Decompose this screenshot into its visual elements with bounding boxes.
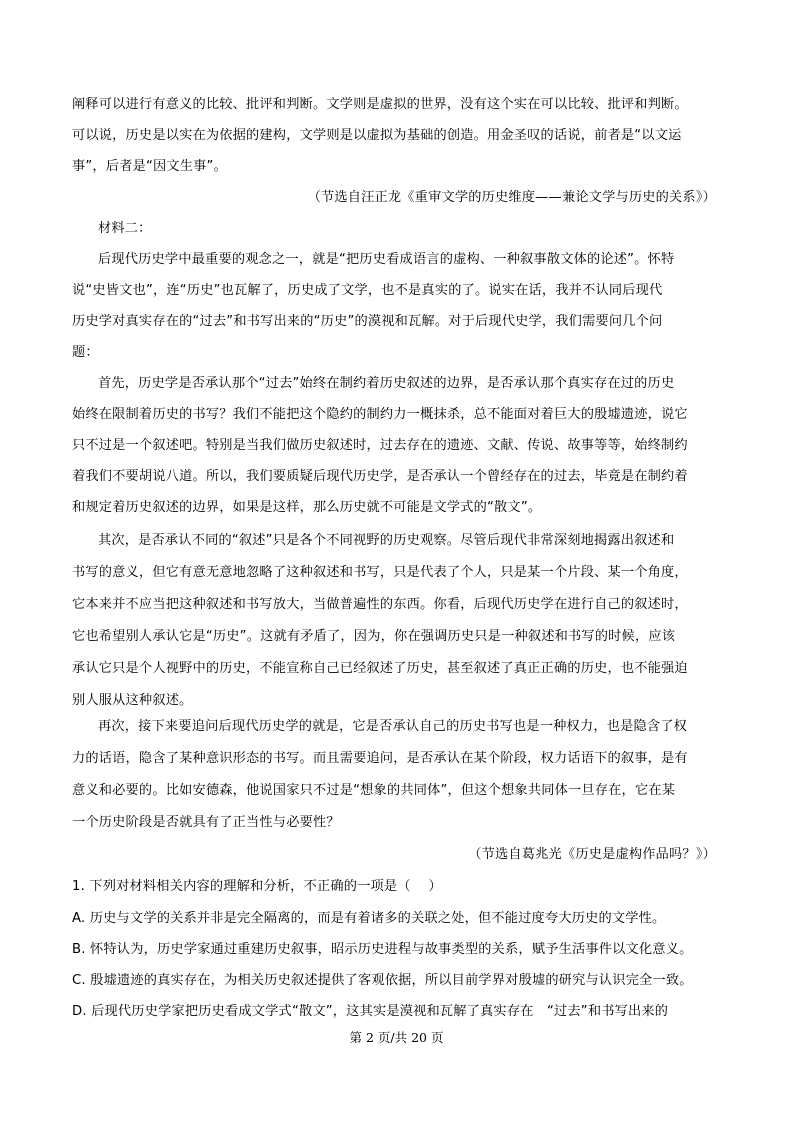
text-line: 事”，后者是“因文生事”。 bbox=[72, 159, 227, 174]
text-line: 后现代历史学中最重要的观念之一，就是“把历史看成语言的虚构、一种叙事散文体的论述”。怀特 bbox=[98, 252, 675, 267]
text-line: 承认它只是个人视野中的历史，不能宣称自己已经叙述了历史，甚至叙述了真正正确的历史，也不能强迫 bbox=[72, 661, 688, 676]
text-line: 书写的意义，但它有意无意地忽略了这种叙述和书写，只是代表了个人，只是某一个片段、某一个角度， bbox=[72, 565, 688, 580]
text-line: 力的话语，隐含了某种意识形态的书写。而且需要追问，是否承认在某个阶段，权力话语下的叙事，是有 bbox=[72, 751, 688, 766]
text-line: 和规定着历史叙述的边界，如果是这样，那么历史就不可能是文学式的“散文”。 bbox=[72, 500, 542, 515]
text-line: 别人服从这种叙述。 bbox=[72, 693, 193, 708]
text-line: 首先，历史学是否承认那个“过去”始终在制约着历史叙述的边界，是否承认那个真实存在过的历史 bbox=[98, 376, 675, 391]
text-line: 意义和必要的。比如安德森，他说国家只不过是“想象的共同体”，但这个想象共同体一旦存在，它在某 bbox=[72, 783, 676, 798]
text-line: 说“史皆文也”，连“历史”也瓦解了，历史成了文学，也不是真实的了。说实在话，我并不认同后现代 bbox=[72, 283, 663, 298]
text-line: 只不过是一个叙述吧。特别是当我们做历史叙述时，过去存在的遗迹、文献、传说、故事等等，始终制约 bbox=[72, 438, 688, 453]
source-citation-1: （节选自汪正龙《重审文学的历史维度——兼论文学与历史的关系》） bbox=[307, 190, 716, 205]
text-line: 历史学对真实存在的“过去”和书写出来的“历史”的漠视和瓦解。对于后现代史学，我们需要问几个问 bbox=[72, 314, 663, 329]
page-number-footer: 第 2 页/共 20 页 bbox=[349, 1030, 444, 1045]
text-line: 它也希望别人承认它是“历史”。这就有矛盾了，因为，你在强调历史只是一种叙述和书写的时候，应该 bbox=[72, 629, 676, 644]
material-2-label: 材料二： bbox=[98, 221, 152, 236]
option-b: B. 怀特认为，历史学家通过重建历史叙事，昭示历史进程与故事类型的关系，赋予生活事件以文化意义。 bbox=[72, 942, 693, 957]
text-line: 着我们不要胡说八道。所以，我们要质疑后现代历史学，是否承认一个曾经存在的过去，毕竟是在制约着 bbox=[72, 469, 688, 484]
text-line: 阐释可以进行有意义的比较、批评和判断。文学则是虚拟的世界，没有这个实在可以比较、批评和判断。 bbox=[72, 97, 688, 112]
source-citation-2: （节选自葛兆光《历史是虚构作品吗？》） bbox=[468, 847, 716, 862]
option-c: C. 殷墟遗迹的真实存在，为相关历史叙述提供了客观依据，所以目前学界对殷墟的研究与认识完全一致。 bbox=[72, 973, 693, 988]
text-line: 可以说，历史是以实在为依据的建构，文学则是以虚拟为基础的创造。用金圣叹的话说，前者是“以文运 bbox=[72, 128, 682, 143]
option-d: D. 后现代历史学家把历史看成文学式“散文”，这其实是漠视和瓦解了真实存在 “过去”和书写出来的 bbox=[72, 1004, 669, 1019]
text-line: 一个历史阶段是否就具有了正当性与必要性？ bbox=[72, 815, 340, 830]
text-line: 再次，接下来要追问后现代历史学的就是，它是否承认自己的历史书写也是一种权力，也是隐含了权 bbox=[98, 719, 688, 734]
text-line: 题： bbox=[72, 345, 99, 360]
text-line: 它本来并不应当把这种叙述和书写放大，当做普遍性的东西。你看，后现代历史学在进行自己的叙述时， bbox=[72, 597, 688, 612]
question-stem: 1. 下列对材料相关内容的理解和分析，不正确的一项是（ ） bbox=[72, 879, 442, 894]
text-line: 始终在限制着历史的书写？我们不能把这个隐约的制约力一概抹杀，总不能面对着巨大的殷墟遗迹，说它 bbox=[72, 407, 688, 422]
text-line: 其次，是否承认不同的“叙述”只是各个不同视野的历史观察。尽管后现代非常深刻地揭露出叙述和 bbox=[98, 533, 675, 548]
option-a: A. 历史与文学的关系并非是完全隔离的，而是有着诸多的关联之处，但不能过度夸大历史的文学性。 bbox=[72, 911, 666, 926]
